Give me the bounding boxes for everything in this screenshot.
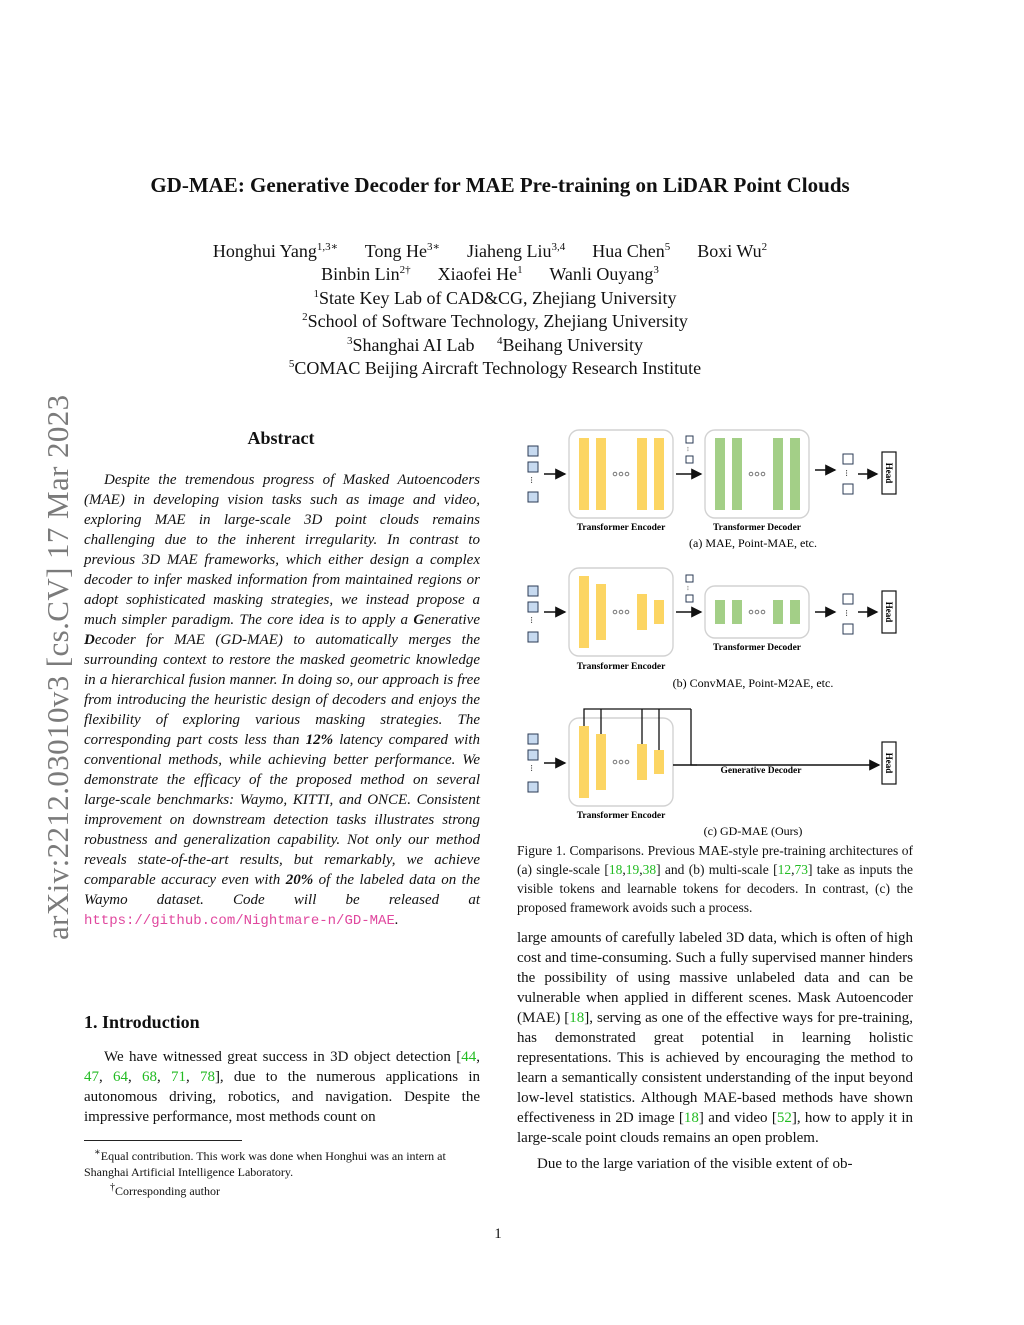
ellipsis: ... bbox=[529, 616, 539, 624]
author-line-2 bbox=[0, 264, 980, 285]
token-square bbox=[528, 782, 538, 792]
figure-panel-b bbox=[528, 568, 896, 690]
arxiv-stamp: arXiv:2212.03010v3 [cs.CV] 17 Mar 2023 bbox=[40, 394, 75, 940]
citation-link[interactable]: 18 bbox=[569, 1010, 585, 1026]
caption-a: (a) MAE, Point-MAE, etc. bbox=[689, 536, 817, 550]
output-token bbox=[843, 454, 853, 464]
citation-link[interactable]: 18 bbox=[608, 862, 623, 877]
affiliation-1: $^1$State Key Lab of CAD&CG, Zhejiang University bbox=[313, 288, 677, 308]
citation-link[interactable]: 73 bbox=[794, 862, 808, 877]
citation-link[interactable]: 12 bbox=[777, 862, 792, 877]
encoder-block bbox=[579, 576, 589, 648]
encoder-label: Transformer Encoder bbox=[576, 523, 666, 533]
mask-token bbox=[686, 436, 693, 443]
token-square bbox=[528, 462, 538, 472]
head-label: Head bbox=[884, 462, 894, 484]
citation-link[interactable]: 78 bbox=[199, 1069, 215, 1085]
author-line-1 bbox=[0, 240, 980, 262]
encoder-label: Transformer Encoder bbox=[576, 811, 666, 821]
decoder-block bbox=[732, 600, 742, 624]
citation-link[interactable]: 52 bbox=[776, 1110, 792, 1126]
token-square bbox=[528, 446, 538, 456]
author: Honghui Yang$^{1,3∗}$ bbox=[212, 241, 339, 261]
encoder-block bbox=[596, 584, 606, 640]
footnote-2: †Corresponding author bbox=[110, 1182, 220, 1198]
gen-decoder-label: Generative Decoder bbox=[720, 766, 802, 776]
author: Wanli Ouyang$^3$ bbox=[549, 264, 659, 284]
author: Xiaofei He$^1$ bbox=[437, 264, 523, 284]
paragraph: Due to the large variation of the visible extent of ob- bbox=[537, 1156, 853, 1172]
affiliation-2: $^2$School of Software Technology, Zhejiang University bbox=[302, 311, 688, 331]
author: Tong $He^{3∗}$ bbox=[364, 241, 440, 261]
author: Hua Chen$^5$ bbox=[592, 241, 671, 261]
decoder-block bbox=[790, 438, 800, 510]
citation-link[interactable]: 64 bbox=[112, 1069, 128, 1085]
output-token bbox=[843, 484, 853, 494]
ellipsis: ... bbox=[844, 609, 854, 617]
mask-token bbox=[686, 575, 693, 582]
intro-heading: 1. Introduction bbox=[84, 1012, 200, 1032]
citation-link[interactable]: 44 bbox=[461, 1049, 477, 1065]
ellipsis: ... bbox=[685, 585, 694, 591]
ellipsis: ... bbox=[685, 446, 694, 452]
decoder-block bbox=[732, 438, 742, 510]
ellipsis: ... bbox=[529, 764, 539, 772]
paragraph: large amounts of carefully labeled 3D data, which is often of high cost and time-consuming. Such a fully supervised manner hinders the possibility of using massive unlabeled data and can be vulnerable when applied in different scenes. Mask Autoencoder (MAE) [18], serving as one of the effective ways for pre-training, has demonstrated great potential in learning holistic representations. This is achieved by encouraging the method to learn a semantically consistent understanding of the input beyond low-level statistics. Although MAE-based methods have shown effectiveness in 2D image [18] and video [52], how to apply it in large-scale point clouds remains an open problem. bbox=[517, 930, 913, 1146]
ellipsis: ... bbox=[844, 469, 854, 477]
encoder-block bbox=[579, 438, 589, 510]
token-square bbox=[528, 492, 538, 502]
mask-token bbox=[686, 595, 693, 602]
output-token bbox=[843, 594, 853, 604]
page-number: 1 bbox=[494, 1226, 502, 1242]
citation-link[interactable]: 19 bbox=[625, 862, 640, 877]
caption-b: (b) ConvMAE, Point-M2AE, etc. bbox=[672, 676, 834, 690]
abstract-heading: Abstract bbox=[247, 428, 315, 448]
encoder-block bbox=[596, 438, 606, 510]
decoder-label: Transformer Decoder bbox=[712, 523, 802, 533]
token-square bbox=[528, 632, 538, 642]
encoder-block bbox=[654, 750, 664, 774]
footnote-rule bbox=[84, 1140, 242, 1141]
right-column-body bbox=[517, 928, 913, 1174]
affiliation-5: $^5$COMAC Beijing Aircraft Technology Research Institute bbox=[288, 358, 702, 378]
abstract-body: Despite the tremendous progress of Masked Autoencoders (MAE) in developing vision tasks such as image and video, exploring MAE in large-scale 3D point clouds remains challenging due to the inherent irregularity. In contrast to previous 3D MAE frameworks, which either design a complex decoder to infer masked information from maintained regions or adopt sophisticated masking strategies, we instead propose a much simpler paradigm. The core idea is to apply a Generative Decoder for MAE (GD-MAE) to automatically merges the surrounding context to restore the masked geometric knowledge in a hierarchical fusion manner. In doing so, our approach is free from introducing the heuristic design of decoders and enjoys the flexibility of exploring various masking strategies. The corresponding part costs less than 12% latency compared with conventional methods, while achieving better performance. We demonstrate the efficacy of the proposed method on several large-scale benchmarks: Waymo, KITTI, and ONCE. Consistent improvement on downstream detection tasks illustrates strong robustness and generalization capability. Not only our method reveals state-of-the-art results, but remarkably, we achieve comparable accuracy even with 20% of the labeled data on the Waymo dataset. Code will be released at https://github.com/Nightmare-n/GD-MAE. bbox=[84, 472, 480, 929]
figure-caption: Figure 1. Comparisons. Previous MAE-style pre-training architectures of (a) single-scale [18,19,38] and (b) multi-scale [12,73] take as inputs the visible tokens and learnable tokens for decoders. In contrast, (c) the proposed framework avoids such a process. bbox=[517, 843, 914, 915]
figure-panel-c bbox=[528, 709, 896, 838]
citation-link[interactable]: 47 bbox=[84, 1069, 99, 1085]
code-link[interactable]: https://github.com/Nightmare-n/GD-MAE bbox=[84, 913, 395, 929]
ellipsis: ... bbox=[529, 476, 539, 484]
mask-token bbox=[686, 456, 693, 463]
encoder-block bbox=[654, 438, 664, 510]
footnote-1: ∗Equal contribution. This work was done when Honghui was an intern at Shanghai Artificial Intelligence Laboratory. bbox=[84, 1147, 446, 1179]
encoder-block bbox=[637, 594, 647, 630]
output-token bbox=[843, 624, 853, 634]
encoder-block bbox=[596, 734, 606, 790]
decoder-block bbox=[773, 438, 783, 510]
head-label: Head bbox=[884, 601, 894, 623]
head-label: Head bbox=[884, 752, 894, 774]
token-square bbox=[528, 586, 538, 596]
citation-link[interactable]: 38 bbox=[642, 862, 657, 877]
author: Binbin Lin$^{2\dagger}$ bbox=[321, 264, 411, 284]
decoder-block bbox=[715, 600, 725, 624]
decoder-label: Transformer Decoder bbox=[712, 643, 802, 653]
figure-panel-a bbox=[528, 430, 896, 550]
encoder-block bbox=[637, 438, 647, 510]
paper-title: GD-MAE: Generative Decoder for MAE Pre-training on LiDAR Point Clouds bbox=[150, 173, 850, 197]
decoder-block bbox=[790, 600, 800, 624]
citation-link[interactable]: 68 bbox=[141, 1069, 157, 1085]
token-square bbox=[528, 734, 538, 744]
citation-link[interactable]: 18 bbox=[683, 1110, 699, 1126]
encoder-label: Transformer Encoder bbox=[576, 662, 666, 672]
decoder-block bbox=[715, 438, 725, 510]
figure-1 bbox=[517, 420, 937, 840]
token-square bbox=[528, 750, 538, 760]
decoder-block bbox=[773, 600, 783, 624]
affiliation-3-4: $^3$Shanghai AI Lab $^4$Beihang University bbox=[347, 335, 643, 355]
encoder-block bbox=[654, 600, 664, 624]
token-square bbox=[528, 602, 538, 612]
author: Boxi Wu$^2$ bbox=[697, 241, 768, 261]
encoder-block bbox=[579, 726, 589, 798]
encoder-block bbox=[637, 744, 647, 780]
footnotes bbox=[84, 1145, 484, 1199]
caption-c: (c) GD-MAE (Ours) bbox=[703, 824, 803, 838]
intro-body: We have witnessed great success in 3D object detection [44, 47, 64, 68, 71, 78], due to the numerous applications in autonomous driving, robotics, and navigation. Despite the impressive performance, most methods count on bbox=[84, 1049, 481, 1125]
author: Jiaheng Liu$^{3,4}$ bbox=[467, 241, 566, 261]
citation-link[interactable]: 71 bbox=[170, 1069, 186, 1085]
skip-connection bbox=[691, 709, 697, 765]
